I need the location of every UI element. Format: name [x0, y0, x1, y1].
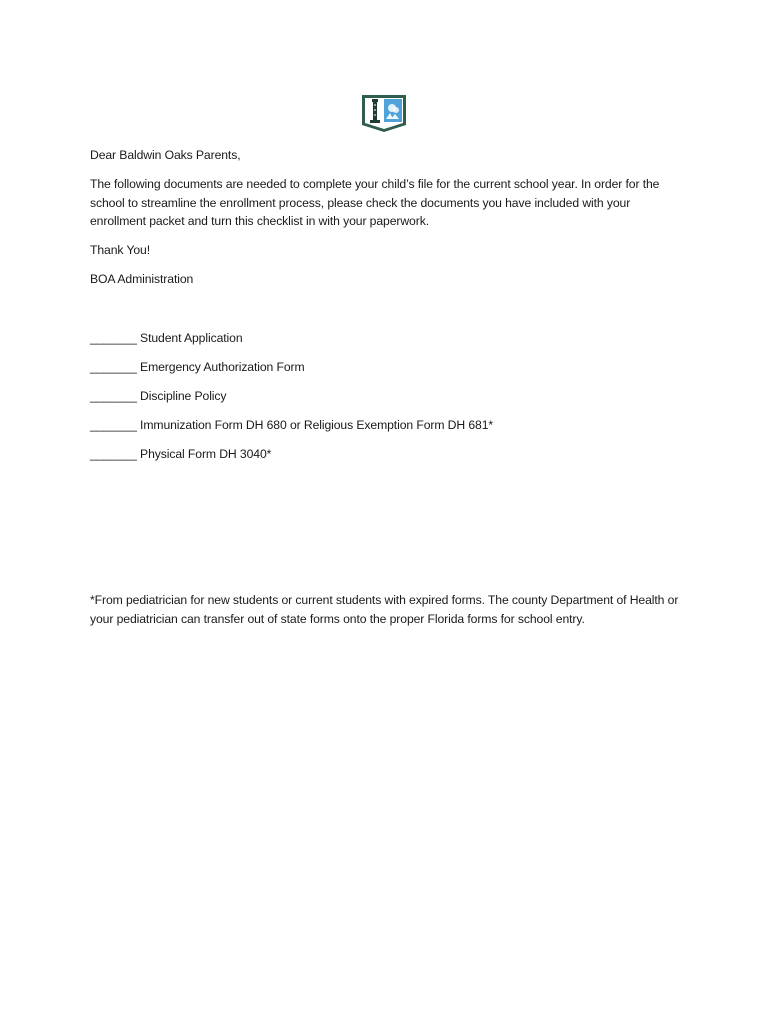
checklist-blank[interactable]: _______	[90, 331, 137, 345]
checklist-item-student-application	[90, 329, 680, 358]
school-crest-logo	[360, 93, 408, 133]
checklist-blank[interactable]: _______	[90, 418, 137, 432]
checklist-item-label: Discipline Policy	[140, 389, 227, 403]
checklist-item-discipline-policy	[90, 387, 680, 416]
checklist-item-label: Physical Form DH 3040*	[140, 447, 272, 461]
checklist-item-physical-form	[90, 445, 680, 474]
checklist-blank[interactable]: _______	[90, 389, 137, 403]
checklist-blank[interactable]: _______	[90, 447, 137, 461]
letter-salutation: Dear Baldwin Oaks Parents,	[90, 148, 241, 162]
letter-body: The following documents are needed to complete your child’s file for the current school year. In order for the school to streamline the enrollment process, please check the documents you have included with your enrollment packet and turn this checklist in with your paperwork.	[90, 177, 660, 228]
letter-closing: Thank You!	[90, 243, 150, 257]
checklist-item-immunization-form	[90, 416, 680, 445]
checklist-item-emergency-authorization	[90, 358, 680, 387]
checklist-blank[interactable]: _______	[90, 360, 137, 374]
checklist-item-label: Student Application	[140, 331, 243, 345]
document-checklist	[90, 329, 680, 474]
checklist-item-label: Immunization Form DH 680 or Religious Exemption Form DH 681*	[140, 418, 494, 432]
letter-signature: BOA Administration	[90, 272, 194, 286]
checklist-item-label: Emergency Authorization Form	[140, 360, 305, 374]
footnote: *From pediatrician for new students or current students with expired forms. The county Department of Health or your pediatrician can transfer out of state forms onto the proper Florida forms for school entry.	[90, 593, 679, 626]
